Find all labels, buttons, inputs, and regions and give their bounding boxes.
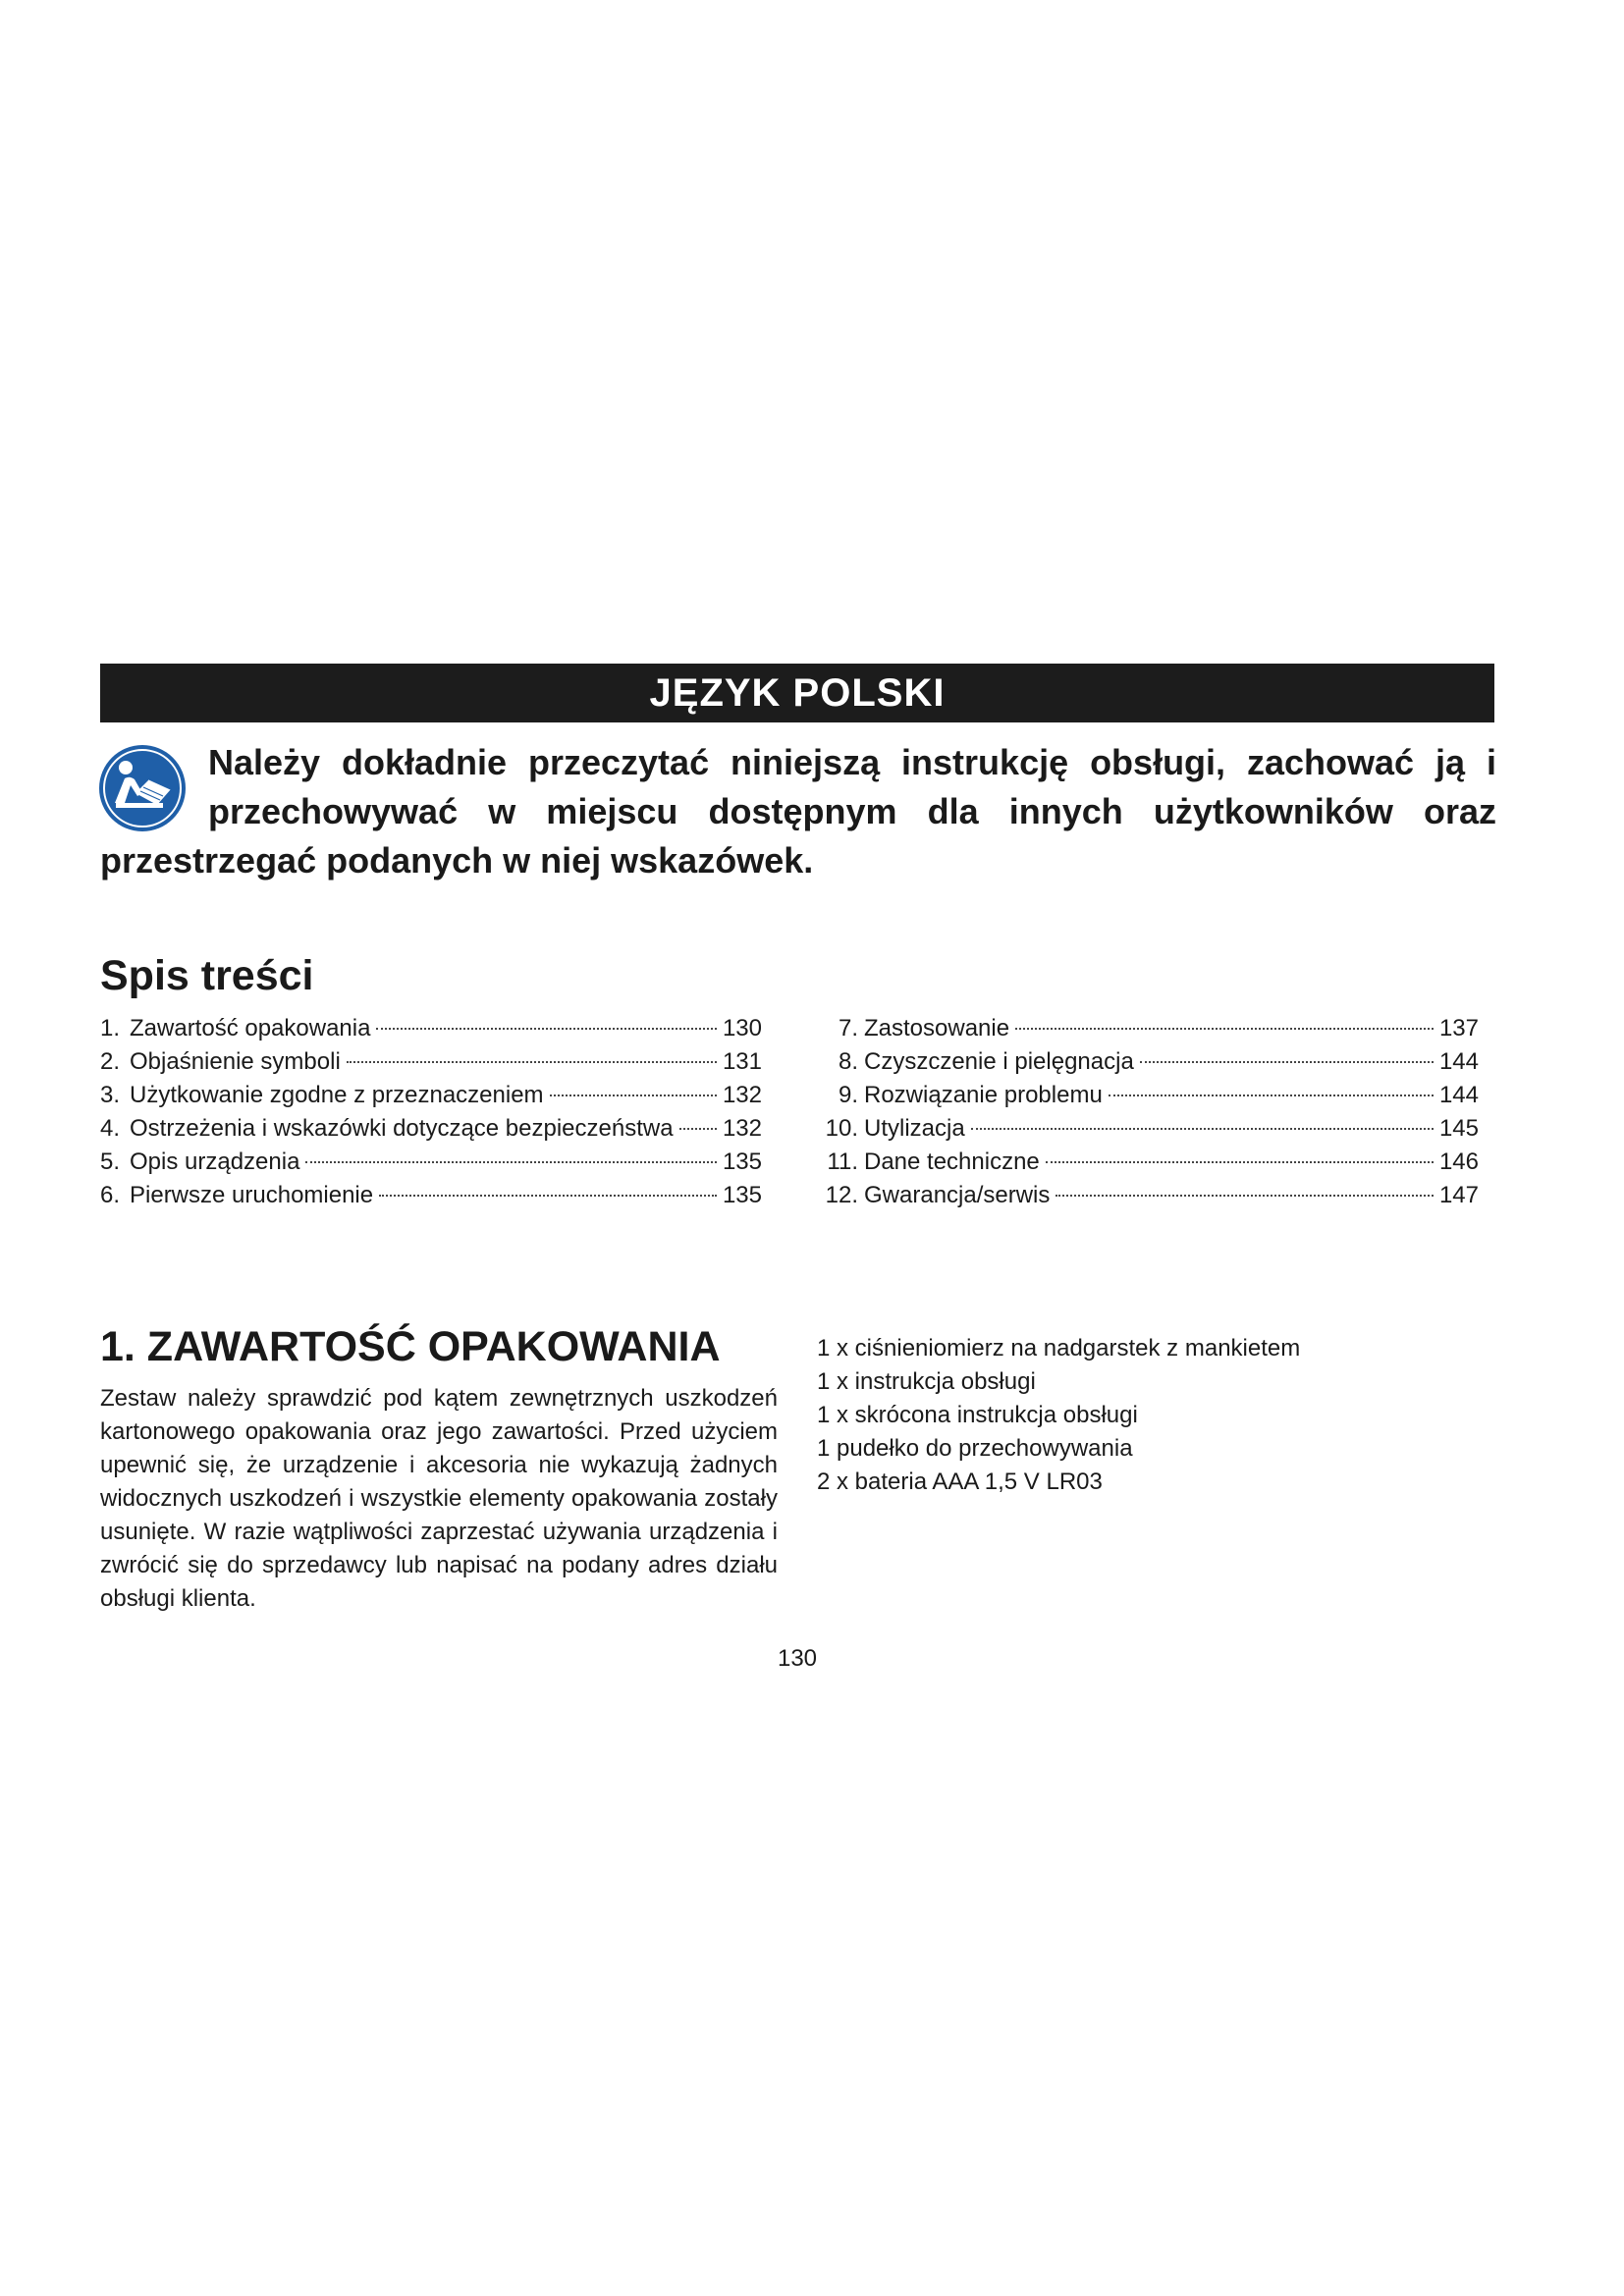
- toc-item-number: 1.: [100, 1015, 121, 1041]
- toc-item[interactable]: [817, 1115, 1479, 1148]
- toc-item[interactable]: [817, 1048, 1479, 1082]
- toc-item-label: Dane techniczne: [864, 1148, 1040, 1175]
- toc-item[interactable]: [100, 1182, 762, 1215]
- toc-item-number: 8.: [838, 1048, 858, 1075]
- toc-item-page: 135: [722, 1182, 762, 1208]
- toc-dot-leader: [1046, 1161, 1434, 1163]
- toc-dot-leader: [550, 1095, 717, 1096]
- toc-item[interactable]: [100, 1148, 762, 1182]
- toc-item-label: Rozwiązanie problemu: [864, 1082, 1103, 1108]
- toc-dot-leader: [376, 1028, 716, 1030]
- intro-icon-spacer: [100, 738, 208, 832]
- toc-dot-leader: [971, 1128, 1434, 1130]
- toc-item-page: 130: [722, 1015, 762, 1041]
- toc-left-column: [100, 1015, 762, 1215]
- list-item: 1 x skrócona instrukcja obsługi: [817, 1402, 1138, 1428]
- toc-title: Spis treści: [100, 952, 314, 999]
- toc-item[interactable]: [817, 1182, 1479, 1215]
- toc-item-label: Zastosowanie: [864, 1015, 1010, 1041]
- page-number: 130: [777, 1645, 818, 1672]
- section-body: Zestaw należy sprawdzić pod kątem zewnętrznych uszkodzeń kartonowego opakowania oraz jego zawartości. Przed użyciem upewnić się, że urządzenie i akcesoria nie wykazują żadnych widocznych uszkodzeń i wszystkie elementy opakowania zostały usunięte. W razie wątpliwości zaprzestać używania urządzenia i zwrócić się do sprzedawcy lub napisać na podany adres działu obsługi klienta.: [100, 1385, 778, 1612]
- toc-item-label: Utylizacja: [864, 1115, 965, 1142]
- toc-item[interactable]: [817, 1148, 1479, 1182]
- toc-item[interactable]: [100, 1015, 762, 1048]
- toc-item-label: Pierwsze uruchomienie: [130, 1182, 374, 1208]
- list-item: 2 x bateria AAA 1,5 V LR03: [817, 1468, 1103, 1495]
- toc-dot-leader: [305, 1161, 717, 1163]
- toc-item-number: 3.: [100, 1082, 121, 1108]
- toc-item-page: 144: [1438, 1082, 1479, 1108]
- toc-item[interactable]: [100, 1082, 762, 1115]
- toc-item-page: 145: [1438, 1115, 1479, 1142]
- toc-item[interactable]: [817, 1082, 1479, 1115]
- toc-right-column: [817, 1015, 1479, 1215]
- list-item: 1 x instrukcja obsługi: [817, 1368, 1036, 1395]
- list-item: 1 pudełko do przechowywania: [817, 1435, 1133, 1462]
- toc-dot-leader: [379, 1195, 717, 1197]
- language-header-bar: [100, 664, 1494, 722]
- toc-item-number: 11.: [827, 1148, 858, 1175]
- language-title: JĘZYK POLSKI: [649, 670, 946, 715]
- section-title: 1. ZAWARTOŚĆ OPAKOWANIA: [100, 1323, 721, 1370]
- toc-item-number: 6.: [100, 1182, 121, 1208]
- toc-item-page: 147: [1438, 1182, 1479, 1208]
- package-contents-list: [817, 1332, 1300, 1499]
- toc-dot-leader: [679, 1128, 717, 1130]
- toc-item-label: Czyszczenie i pielęgnacja: [864, 1048, 1134, 1075]
- toc-item-page: 135: [722, 1148, 762, 1175]
- intro-text: Należy dokładnie przeczytać niniejszą instrukcję obsługi, zachować ją i przechowywać w miejscu dostępnym dla innych użytkowników oraz przestrzegać podanych w niej wskazówek.: [100, 742, 1496, 881]
- toc-item-number: 12.: [825, 1182, 858, 1208]
- toc-dot-leader: [1056, 1195, 1434, 1197]
- list-item: 1 x ciśnieniomierz na nadgarstek z mankietem: [817, 1335, 1301, 1362]
- toc-item-label: Gwarancja/serwis: [864, 1182, 1051, 1208]
- toc-dot-leader: [1109, 1095, 1434, 1096]
- toc-item-page: 131: [722, 1048, 762, 1075]
- toc-item[interactable]: [100, 1115, 762, 1148]
- toc-item-label: Objaśnienie symboli: [130, 1048, 341, 1075]
- toc-item-label: Użytkowanie zgodne z przeznaczeniem: [130, 1082, 544, 1108]
- toc-item-number: 5.: [100, 1148, 121, 1175]
- toc-item-page: 132: [722, 1082, 762, 1108]
- toc-item[interactable]: [100, 1048, 762, 1082]
- toc-item[interactable]: [817, 1015, 1479, 1048]
- toc-item-number: 9.: [838, 1082, 858, 1108]
- toc-item-label: Zawartość opakowania: [130, 1015, 371, 1041]
- toc-item-number: 2.: [100, 1048, 121, 1075]
- toc-item-number: 7.: [838, 1015, 858, 1041]
- toc-item-page: 137: [1438, 1015, 1479, 1041]
- toc-item-label: Opis urządzenia: [130, 1148, 300, 1175]
- intro-notice: [100, 738, 1496, 885]
- toc-item-page: 144: [1438, 1048, 1479, 1075]
- toc-item-number: 4.: [100, 1115, 121, 1142]
- toc-item-page: 146: [1438, 1148, 1479, 1175]
- toc-dot-leader: [347, 1061, 717, 1063]
- toc-item-number: 10.: [825, 1115, 858, 1142]
- toc-item-label: Ostrzeżenia i wskazówki dotyczące bezpieczeństwa: [130, 1115, 674, 1142]
- toc-item-page: 132: [722, 1115, 762, 1142]
- toc-dot-leader: [1140, 1061, 1434, 1063]
- toc-dot-leader: [1015, 1028, 1434, 1030]
